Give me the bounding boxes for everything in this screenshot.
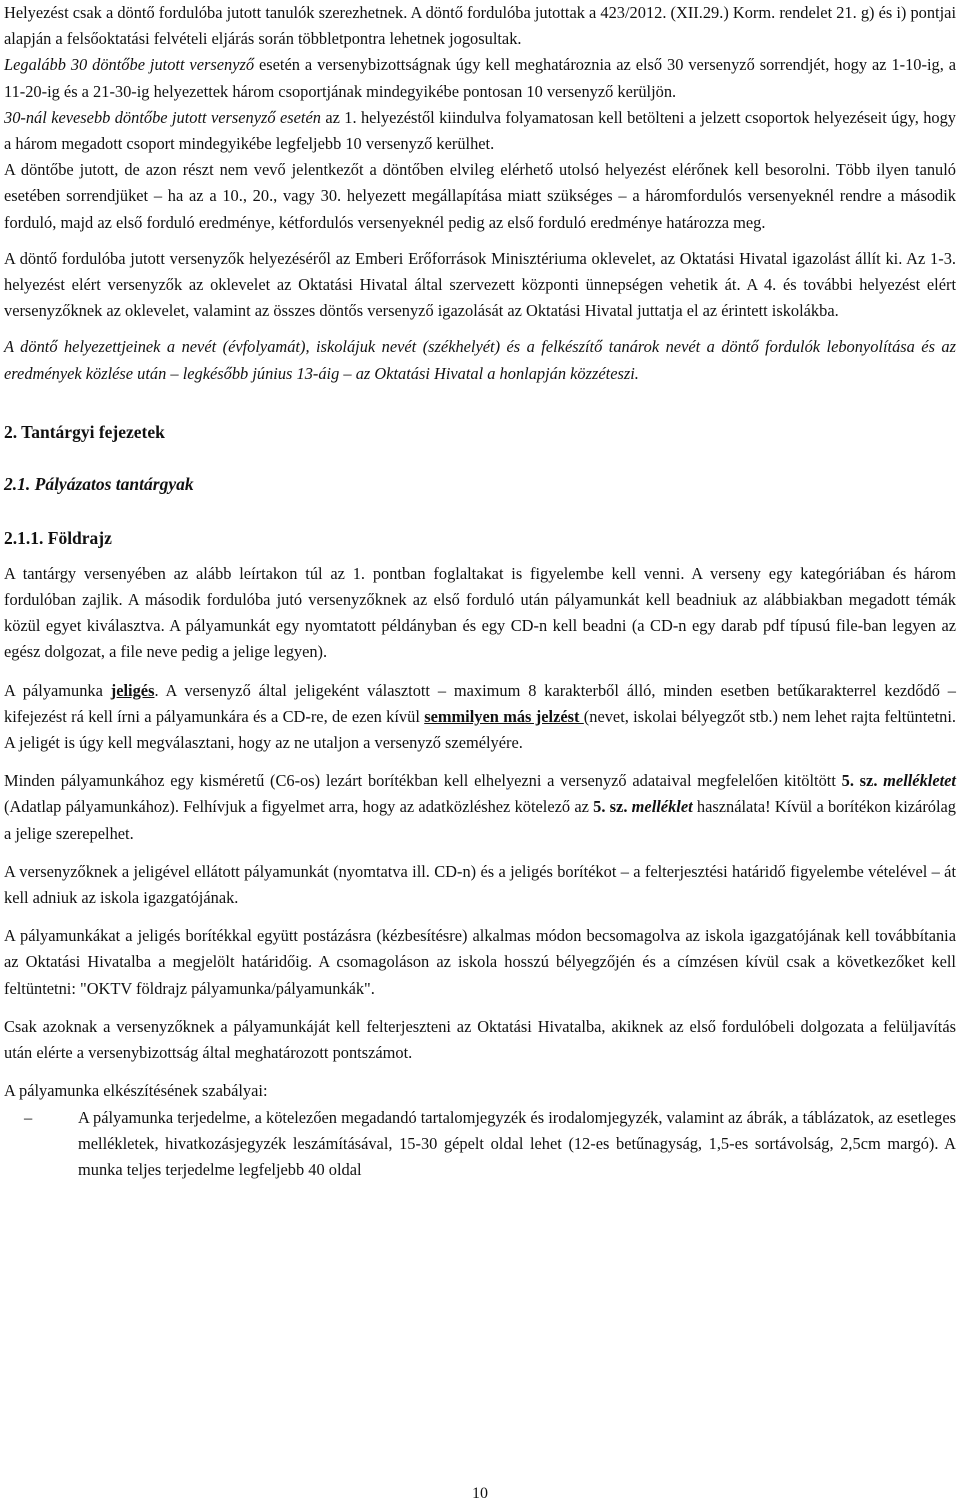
paragraph-30-finalists <box>4 52 956 104</box>
paragraph-text: az 1. helyezéstől kiindulva folyamatosan kell betölteni a jelzett csoportok helyezéseit úgy, hogy a három megadott csoport mindegyikébe legfeljebb 10 versenyző kerülhet. <box>4 107 956 154</box>
annex-number: 5. sz. <box>593 797 632 817</box>
paragraph-placement-eligibility: Helyezést csak a döntő fordulóba jutott tanulók szerezhetnek. A döntő fordulóba jutottak a 423/2012. (XII.29.) Korm. rendelet 21. g) és i) pontjai alapján a felsőoktatási felvételi eljárás során többletpontra lehetnek jogosultak. <box>4 3 956 49</box>
paragraph-absent-finalists: A döntőbe jutott, de azon részt nem vevő jelentkezőt a döntőben elvileg elérhető utolsó helyezést elérőnek kell besorolni. Több ilyen tanuló esetében sorrendjüket – ha az a 10., 20., vagy 30. helyezett megállapítása miatt szükséges – a háromfordulós versenyeknél rendre a második forduló, majd az első forduló eredménye, kétfordulós versenyeknél pedig az első forduló eredménye határozza meg. <box>4 160 956 232</box>
paragraph-motto <box>4 678 956 757</box>
annex-label: mellékletet <box>883 771 956 791</box>
paragraph-rules-intro: A pályamunka elkészítésének szabályai: <box>4 1081 268 1101</box>
section-heading: 2. Tantárgyi fejezetek <box>4 421 165 442</box>
paragraph-submission: A versenyzőknek a jeligével ellátott pályamunkát (nyomtatva ill. CD-n) és a jeligés borítékot – a felterjesztési határidő figyelembe vételével – át kell adniuk az iskola igazgatójának. <box>4 861 956 908</box>
paragraph-results-publication: A döntő helyezettjeinek a nevét (évfolyamát), iskolájuk nevét (székhelyét) és a felkészítő tanárok nevét a döntő fordulók lebonyolítása és az eredmények közlése után – legkésőbb június 13-áig – az Oktatási Hivatal a honlapján közzéteszi. <box>4 337 956 383</box>
list-item-text: A pályamunka terjedelme, a kötelezően megadandó tartalomjegyzék és irodalomjegyzék, valamint az ábrák, a táblázatok, az esetleges mellékletek, hivatkozásjegyzék leszámításával, 15-30 gépelt oldal lehet (12-es betűnagyság, 1,5-es sortávolság, 2,5cm margó). A munka teljes terjedelme legfeljebb 40 oldal <box>78 1107 956 1179</box>
paragraph-certificates: A döntő fordulóba jutott versenyzők helyezéséről az Emberi Erőforrások Minisztériuma oklevelet, az Oktatási Hivatal igazolást állít ki. Az 1-3. helyezést elért versenyzők az oklevelet az Oktatási Hivatal által szervezett központi ünnepségen vehetik át. A 4. és további helyezést elért versenyzőknek az oklevelet, valamint az összes döntős versenyző igazolását az Oktatási Hivatal juttatja el az érintett iskolákba. <box>4 248 956 321</box>
paragraph-text: esetén a versenybizottságnak úgy kell meghatároznia az első 30 versenyző sorrendjét, hogy az 1-10-ig, a 11-20-ig és a 21-30-ig helyezettek három csoportjának mindegyikébe pontosan 10 versenyző kerüljön. <box>4 55 956 101</box>
list-item <box>4 1105 956 1184</box>
paragraph-text: . A versenyző által jeligeként választott – maximum 8 karakterből álló, minden esetben betűkarakterrel kezdődő – kifejezést rá kell írni a pályamunkára és a CD-re, de ezen kívül <box>4 680 956 726</box>
subsection-heading: 2.1. Pályázatos tantárgyak <box>4 473 194 494</box>
paragraph-text: A pályamunka <box>4 680 111 700</box>
page-number: 10 <box>472 1485 488 1502</box>
paragraph-forwarding: A pályamunkákat a jeligés borítékkal együtt postázásra (kézbesítésre) alkalmas módon becsomagolva az iskola igazgatójának kell továbbítania az Oktatási Hivatalba a megjelölt határidőig. A csomagoláson az iskola hosszú bélyegzőjén és a címzésen kívül csak a következőket kell feltüntetni: "OKTV földrajz pályamunka/pályamunkák". <box>4 926 956 998</box>
paragraph-geography-intro: A tantárgy versenyében az alább leírtakon túl az 1. pontban foglaltakat is figyelembe kell venni. A verseny egy kategóriában és három fordulóban zajlik. A második fordulóba jutó versenyzőknek az első forduló után pályamunkát kell beadniuk az alábbiakban megadott témák közül egyet kiválasztva. A pályamunkát egy nyomtatott példányban és egy CD-n kell beadni (a CD-n egy darab pdf típusú file-ban legyen az egész dolgozat, a file neve pedig a jelige legyen). <box>4 563 956 662</box>
annex-label: melléklet <box>631 797 693 817</box>
paragraph-text: Minden pályamunkához egy kisméretű (C6-os) lezárt borítékban kell elhelyezni a versenyző adataival megfelelően kitöltött <box>4 771 842 791</box>
paragraph-fewer-than-30 <box>4 105 956 157</box>
paragraph-text: használata! Kívül a borítékon kizárólag a jelige szerepelhet. <box>4 797 956 843</box>
motto-keyword: jeligés <box>110 680 155 700</box>
paragraph-text: (Adatlap pályamunkához). Felhívjuk a figyelmet arra, hogy az adatközléshez kötelező az <box>4 797 594 817</box>
italic-phrase: Legalább 30 döntőbe jutott versenyző <box>4 55 255 75</box>
subsubsection-heading: 2.1.1. Földrajz <box>4 527 112 548</box>
italic-phrase: 30-nál kevesebb döntőbe jutott versenyző esetén <box>4 107 321 127</box>
document-body <box>4 0 956 1183</box>
annex-number: 5. sz. <box>841 771 884 791</box>
paragraph-text: (nevet, iskolai bélyegzőt stb.) nem lehet rajta feltüntetni. A jeligét is úgy kell megválasztani, hogy az ne utaljon a versenyző személyére. <box>4 706 956 753</box>
no-other-marking-emphasis: semmilyen más jelzést <box>424 706 584 726</box>
paragraph-eligibility: Csak azoknak a versenyzőknek a pályamunkáját kell felterjeszteni az Oktatási Hivatalba, akiknek az első fordulóbeli dolgozata a felüljavítás után elérte a versenybizottság által meghatározott pontszámot. <box>4 1016 956 1063</box>
list-dash: – <box>24 1107 33 1127</box>
paragraph-envelope <box>4 768 956 847</box>
